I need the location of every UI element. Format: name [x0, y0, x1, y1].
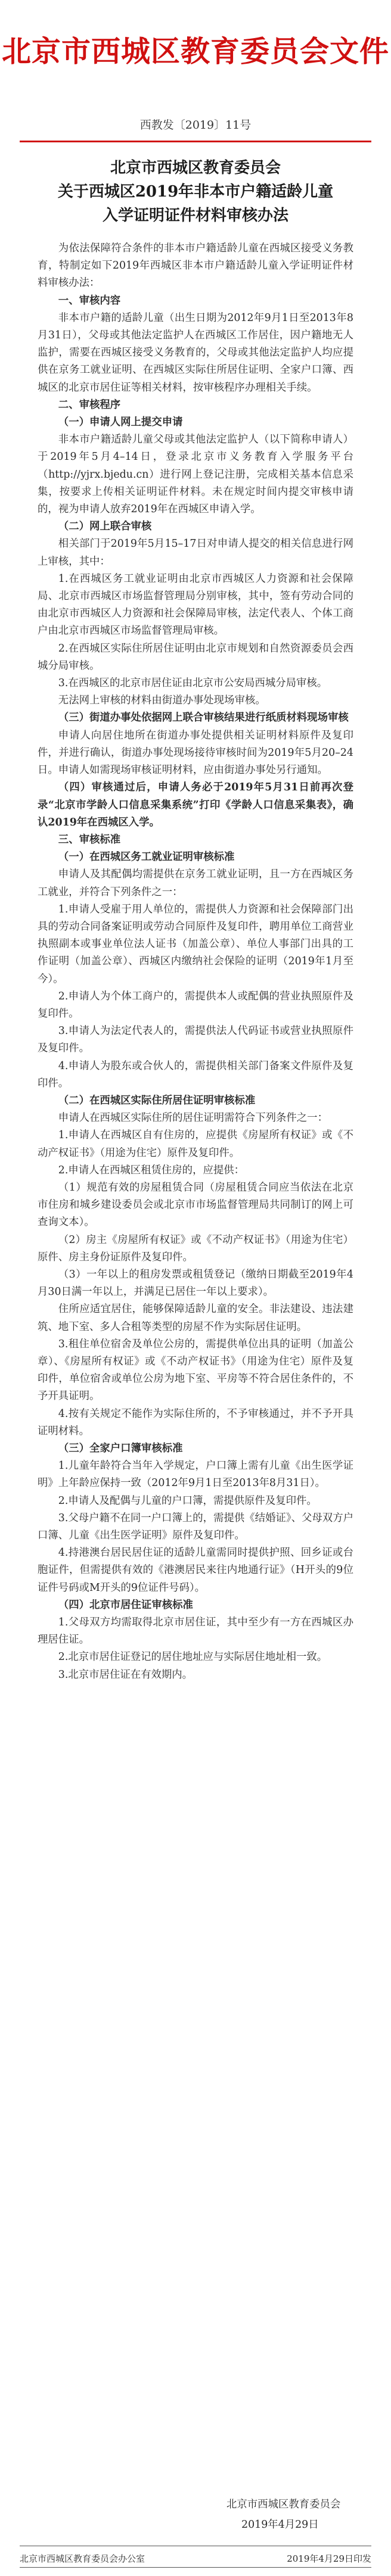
body-paragraph: 4.申请人为股东或合伙人的，需提供相关部门备案文件原件及复印件。 [38, 1060, 353, 1089]
section-heading: （三）街道办事处依据网上联合审核结果进行纸质材料现场审核 [58, 712, 349, 724]
doc-title-line-2: 关于西城区2019年非本市户籍适龄儿童 [57, 183, 334, 201]
body-paragraph: 1.儿童年龄符合当年入学规定，户口簿上需有儿童《出生医学证明》上年龄应保持一致（2012年9月1日至2013年8月31日）。 [38, 1460, 353, 1490]
footer-rule-bottom [20, 2567, 371, 2568]
body-paragraph: （1）规范有效的房屋租赁合同（房屋租赁合同应当依法在北京市住房和城乡建设委员会或北京市市场监督管理局共同制订的网上可查询文本）。 [38, 1181, 353, 1229]
body-paragraph: 2.申请人及配偶与儿童的户口簿，需提供原件及复印件。 [58, 1494, 317, 1507]
section-heading: 一、审核内容 [58, 294, 121, 307]
body-paragraph: 2.申请人为个体工商户的，需提供本人或配偶的营业执照原件及复印件。 [38, 990, 353, 1020]
section-heading: （四）审核通过后，申请人务必于2019年5月31日前再次登录“北京市学龄人口信息采集系统”打印《学龄人口信息采集表》，确认2019年在西城区入学。 [38, 781, 353, 828]
body-paragraph: 申请人向居住地所在街道办事处提供相关证明材料原件及复印件，并进行确认，街道办事处现场接待审核时间为2019年5月20–24日。申请人如需现场审核证明材料，应由街道办事处另行通知。 [38, 729, 353, 777]
body-paragraph: 申请人在西城区实际住所的居住证明需符合下列条件之一： [58, 1112, 328, 1125]
body-paragraph: 3.在西城区的北京市居住证由北京市公安局西城分局审核。 [58, 677, 328, 690]
body-paragraph: 1.父母双方均需取得北京市居住证，其中至少有一方在西城区办理居住证。 [38, 1616, 353, 1646]
doc-title-line-3: 入学证明证件材料审核办法 [102, 207, 288, 225]
document-body [38, 240, 353, 1684]
section-heading: （二）网上联合审核 [58, 521, 152, 533]
red-divider [20, 141, 371, 142]
section-heading: 三、审核标准 [58, 833, 121, 846]
body-paragraph: 非本市户籍的适龄儿童（出生日期为2012年9月1日至2013年8月31日），父母或其他法定监护人在西城区工作居住，因户籍地无人监护，需要在西城区接受义务教育的，父母或其他法定监护人均应提供在京务工就业证明、在西城区实际住所居住证明、全家户口簿、西城区的北京市居住证等相关材料，按审核程序办理相关手续。 [38, 312, 353, 394]
body-paragraph: 无法网上审核的材料由街道办事处现场审核。 [58, 694, 266, 707]
body-paragraph: （2）房主《房屋所有权证》或《不动产权证书》（用途为住宅）原件、房主身份证原件及复印件。 [38, 1234, 353, 1263]
document-number: 西教发〔2019〕11号 [139, 119, 252, 132]
section-heading: （四）北京市居住证审核标准 [58, 1599, 193, 1611]
body-paragraph: 为依法保障符合条件的非本市户籍适龄儿童在西城区接受义务教育，特制定如下2019年西城区非本市户籍适龄儿童入学证明证件材料审核办法： [38, 242, 353, 289]
section-heading: （三）全家户口簿审核标准 [58, 1443, 183, 1455]
body-paragraph: 1.在西城区务工就业证明由北京市西城区人力资源和社会保障局、北京市西城区市场监督管理局分别审核，其中，签有劳动合同的由北京市西城区人力资源和社会保障局审核，法定代表人、个体工商户由北京市西城区市场监督管理局审核。 [38, 572, 353, 637]
body-paragraph: 2.申请人在西城区租赁住房的，应提供： [58, 1164, 245, 1176]
body-paragraph: 1.申请人受雇于用人单位的，需提供人力资源和社会保障部门出具的劳动合同备案证明或劳动合同原件及复印件，聘用单位工商营业执照副本或事业单位法人证书（加盖公章）、单位人事部门出具的工作证明（加盖公章）、西城区内缴纳社会保险的证明（2019年1月至今）。 [38, 903, 353, 985]
section-heading: （一）在西城区务工就业证明审核标准 [58, 851, 235, 864]
body-paragraph: 4.按有关规定不能作为实际住所的，不予审核通过，并不予开具证明材料。 [38, 1407, 353, 1437]
body-paragraph: 2.北京市居住证登记的居住地址应与实际居住地址相一致。 [58, 1651, 328, 1664]
masthead: 北京市西城区教育委员会文件 [1, 34, 389, 68]
body-paragraph: 住所应适宜居住，能够保障适龄儿童的安全。非法建设、违法建筑、地下室、多人合租等类型的房屋不作为实际居住证明。 [38, 1303, 353, 1333]
body-paragraph: 非本市户籍适龄儿童父母或其他法定监护人（以下简称申请人）于2019年5月4–14日，登录北京市义务教育入学服务平台（http://yjrx.bjedu.cn）进行网上登记注册，完成相关基本信息采集，按要求上传相关证明证件材料。未在规定时间内提交审核申请的，视为申请人放弃2019年在西城区申请入学。 [38, 434, 353, 516]
doc-title-line-1: 北京市西城区教育委员会 [110, 159, 281, 177]
body-paragraph: 3.北京市居住证在有效期内。 [58, 1668, 193, 1681]
body-paragraph: （3）一年以上的租房发票或租赁登记（缴纳日期截至2019年4月30日满一年以上，并满足已居住一年以上要求）。 [38, 1268, 353, 1298]
signature-date: 2019年4月29日 [241, 2519, 319, 2531]
signature-org: 北京市西城区教育委员会 [226, 2499, 341, 2510]
body-paragraph: 3.租住单位宿舍及单位公房的，需提供单位出具的证明（加盖公章）、《房屋所有权证》或《不动产权证书》（用途为住宅）原件及复印件，单位宿舍或单位公房为地下室、平房等不符合居住条件的，不予开具证明。 [38, 1338, 353, 1403]
section-heading: 二、审核程序 [58, 398, 121, 411]
body-paragraph: 1.申请人在西城区自有住房的，应提供《房屋所有权证》或《不动产权证书》（用途为住宅）原件及复印件。 [38, 1129, 353, 1159]
body-paragraph: 相关部门于2019年5月15–17日对申请人提交的相关信息进行网上审核，其中： [38, 538, 353, 568]
footer-date: 2019年4月29日印发 [287, 2553, 371, 2564]
body-paragraph: 3.父母户籍不在同一户口簿上的，需提供《结婚证》、父母双方户口簿、儿童《出生医学证明》原件及复印件。 [38, 1512, 353, 1542]
body-paragraph: 2.在西城区实际住所居住证明由北京市规划和自然资源委员会西城分局审核。 [38, 642, 353, 672]
footer-issuer: 北京市西城区教育委员会办公室 [20, 2553, 145, 2564]
body-paragraph: 申请人及其配偶均需提供在京务工就业证明，且一方在西城区务工就业，并符合下列条件之一： [38, 868, 353, 898]
section-heading: （一）申请人网上提交申请 [58, 416, 183, 429]
body-paragraph: 4.持港澳台居民居住证的适龄儿童需同时提供护照、回乡证或台胞证件，但需提供有效的《港澳居民来往内地通行证》（H开头的9位证件号码或M开头的9位证件号码）。 [38, 1547, 353, 1594]
section-heading: （二）在西城区实际住所居住证明审核标准 [58, 1094, 256, 1107]
body-paragraph: 3.申请人为法定代表人的，需提供法人代码证书或营业执照原件及复印件。 [38, 1025, 353, 1055]
